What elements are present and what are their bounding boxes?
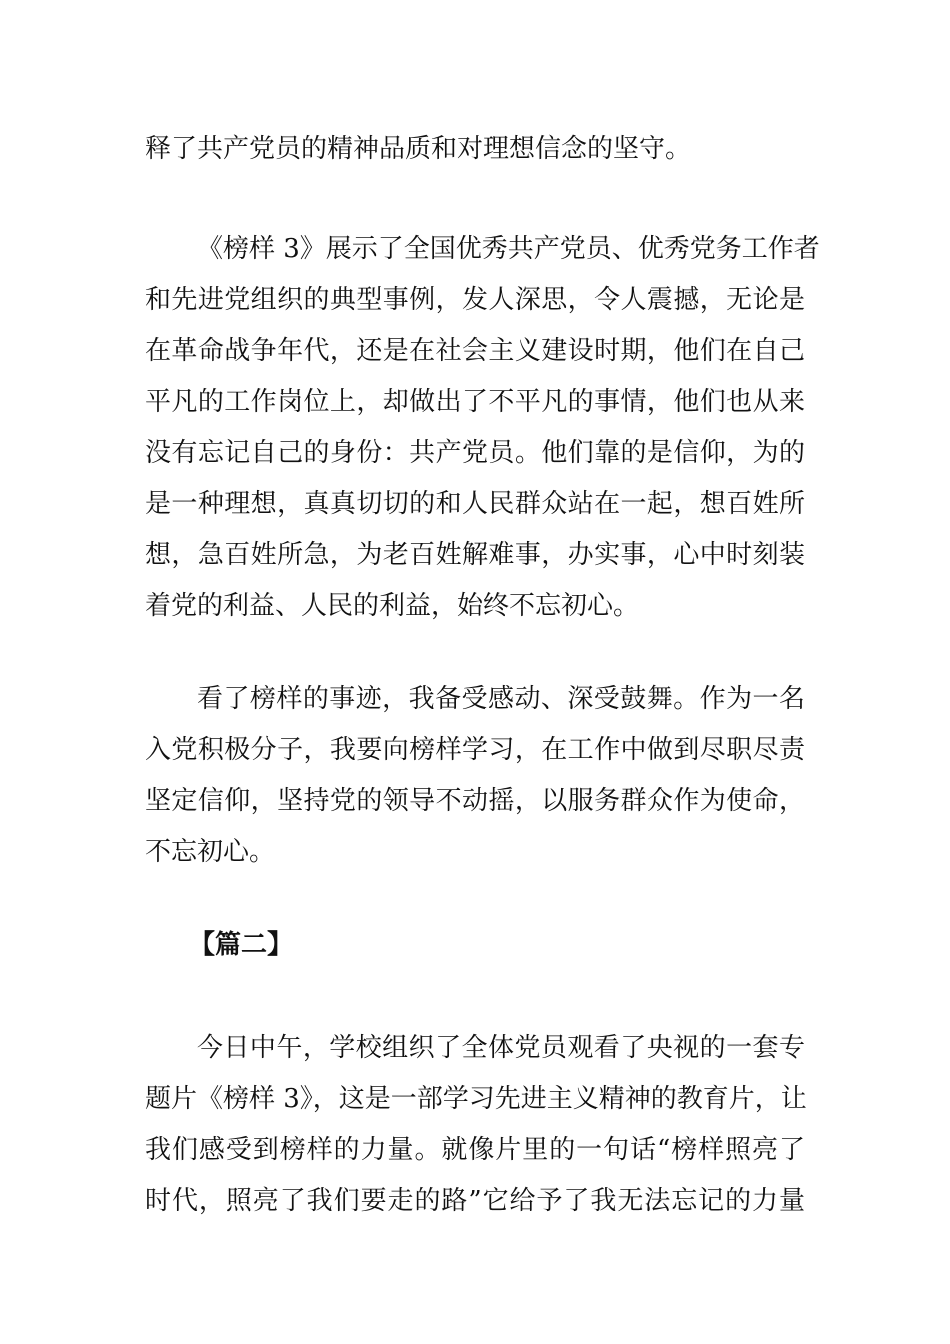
paragraph-line: 不忘初心。 <box>145 837 276 867</box>
paragraph-line: 今日中午，学校组织了全体党员观看了央视的一套专 <box>197 1033 805 1063</box>
paragraph-line: 在革命战争年代，还是在社会主义建设时期，他们在自己 <box>145 336 805 366</box>
paragraph-line: 平凡的工作岗位上，却做出了不平凡的事情，他们也从来 <box>145 387 805 417</box>
paragraph-line: 想，急百姓所急，为老百姓解难事，办实事，心中时刻装 <box>145 540 805 570</box>
paragraph-line: 释了共产党员的精神品质和对理想信念的坚守。 <box>145 134 692 164</box>
paragraph-line: 是一种理想，真真切切的和人民群众站在一起，想百姓所 <box>145 489 805 519</box>
paragraph-line: 我们感受到榜样的力量。就像片里的一句话“榜样照亮了 <box>145 1135 805 1165</box>
paragraph-line: 着党的利益、人民的利益，始终不忘初心。 <box>145 591 640 621</box>
paragraph-line: 入党积极分子，我要向榜样学习，在工作中做到尽职尽责 <box>145 735 805 765</box>
paragraph-line: 题片《榜样 3》，这是一部学习先进主义精神的教育片，让 <box>145 1084 807 1114</box>
section-heading: 【篇二】 <box>189 930 294 960</box>
paragraph-line: 《榜样 3》展示了全国优秀共产党员、优秀党务工作者 <box>197 234 820 264</box>
paragraph-line: 时代，照亮了我们要走的路”它给予了我无法忘记的力量 <box>145 1186 805 1216</box>
paragraph-line: 坚定信仰，坚持党的领导不动摇，以服务群众作为使命， <box>145 786 805 816</box>
paragraph-line: 看了榜样的事迹，我备受感动、深受鼓舞。作为一名 <box>197 684 805 714</box>
paragraph-line: 没有忘记自己的身份：共产党员。他们靠的是信仰，为的 <box>145 438 805 468</box>
paragraph-line: 和先进党组织的典型事例，发人深思，令人震撼，无论是 <box>145 285 805 315</box>
